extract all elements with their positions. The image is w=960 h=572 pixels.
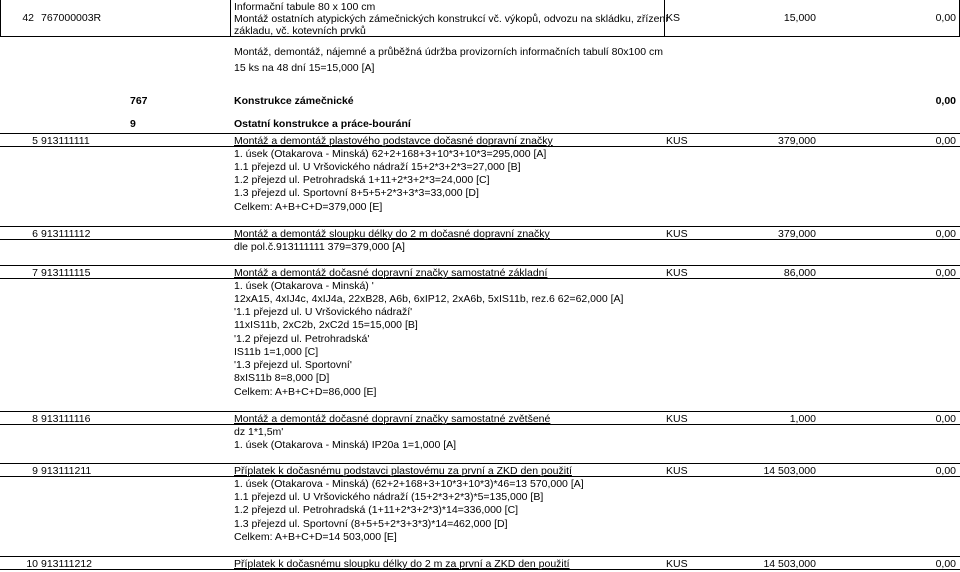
item-quantity: 379,000 — [778, 135, 816, 147]
item-code: 913111116 — [41, 413, 91, 425]
item-note: 1.3 přejezd ul. Sportovní 8+5+5+2*3+3*3=33,000 [D] — [234, 187, 479, 199]
item-quantity: 86,000 — [783, 267, 816, 279]
section-9 — [0, 117, 960, 131]
item-unit: KUS — [666, 267, 688, 279]
item-note: Montáž, demontáž, nájemné a průběžná údržba provizorních informačních tabulí 80x100 cm — [234, 46, 663, 58]
item-note: 1. úsek (Otakarova - Minská) ' — [234, 280, 374, 292]
item-note: Celkem: A+B+C+D=86,000 [E] — [234, 386, 377, 398]
item-note: '1.3 přejezd ul. Sportovní' — [234, 359, 352, 371]
item-note: '1.1 přejezd ul. U Vršovického nádraží' — [234, 306, 413, 318]
item-price: 0,00 — [935, 228, 956, 240]
item-note: 1. úsek (Otakarova - Minská) (62+2+168+3+10*3+10*3)*46=13 570,000 [A] — [234, 478, 584, 490]
item-note: 12xA15, 4xIJ4c, 4xIJ4a, 22xB28, A6b, 6xIP12, 2xA6b, 5xIS11b, rez.6 62=62,000 [A] — [234, 293, 624, 305]
item-number: 5 — [32, 135, 38, 147]
item-title: Montáž a demontáž sloupku délky do 2 m dočasné dopravní značky — [234, 228, 550, 240]
item-quantity: 15,000 — [783, 12, 816, 24]
item-unit: KUS — [666, 135, 688, 147]
item-unit: KS — [666, 12, 681, 24]
item-note: 1. úsek (Otakarova - Minská) IP20a 1=1,000 [A] — [234, 439, 457, 451]
item-note: 1. úsek (Otakarova - Minská) 62+2+168+3+10*3+10*3=295,000 [A] — [234, 148, 547, 160]
item-unit: KUS — [666, 413, 688, 425]
section-767 — [0, 94, 960, 108]
item-code: 913111115 — [41, 267, 91, 279]
item-price: 0,00 — [935, 558, 956, 570]
item-title-line: základu, vč. kotevních prvků — [234, 25, 366, 37]
item-quantity: 379,000 — [778, 228, 816, 240]
item-note: Celkem: A+B+C+D=379,000 [E] — [234, 201, 383, 213]
item-title-line: Informační tabule 80 x 100 cm — [234, 1, 376, 13]
item-unit: KUS — [666, 558, 688, 570]
section-code: 767 — [130, 95, 148, 107]
item-number: 7 — [32, 267, 38, 279]
item-number: 8 — [32, 413, 38, 425]
item-number: 42 — [22, 12, 34, 24]
item-note: 8xIS11b 8=8,000 [D] — [234, 372, 330, 384]
item-note: 11xIS11b, 2xC2b, 2xC2d 15=15,000 [B] — [234, 319, 418, 331]
item-number: 10 — [26, 558, 38, 570]
item-code: 913111211 — [41, 465, 92, 477]
item-note: 15 ks na 48 dní 15=15,000 [A] — [234, 62, 375, 74]
section-title: Ostatní konstrukce a práce-bourání — [234, 118, 411, 130]
item-note: Celkem: A+B+C+D=14 503,000 [E] — [234, 531, 397, 543]
item-title-line: Montáž ostatních atypických zámečnických konstrukcí vč. výkopů, odvozu na skládku, zřízení — [234, 13, 669, 25]
section-price: 0,00 — [935, 95, 956, 107]
item-unit: KUS — [666, 465, 688, 477]
item-quantity: 1,000 — [789, 413, 816, 425]
item-note: 1.1 přejezd ul. U Vršovického nádraží (15+2*3+2*3)*5=135,000 [B] — [234, 491, 544, 503]
item-code: 913111111 — [41, 135, 90, 147]
item-code: 767000003R — [41, 12, 102, 24]
item-title: Příplatek k dočasnému sloupku délky do 2 m za první a ZKD den použití — [234, 558, 570, 570]
item-price: 0,00 — [935, 267, 956, 279]
item-quantity: 14 503,000 — [763, 465, 816, 477]
item-title: Příplatek k dočasnému podstavci plastovému za první a ZKD den použití — [234, 465, 572, 477]
item-unit: KUS — [666, 228, 688, 240]
item-note: 1.1 přejezd ul. U Vršovického nádraží 15+2*3+2*3=27,000 [B] — [234, 161, 521, 173]
item-quantity: 14 503,000 — [763, 558, 816, 570]
item-number: 9 — [32, 465, 38, 477]
item-note: 1.2 přejezd ul. Petrohradská (1+11+2*3+2*3)*14=336,000 [C] — [234, 504, 519, 516]
item-price: 0,00 — [935, 465, 956, 477]
item-code: 913111212 — [41, 558, 92, 570]
item-note: 1.3 přejezd ul. Sportovní (8+5+5+2*3+3*3)*14=462,000 [D] — [234, 518, 508, 530]
item-price: 0,00 — [935, 135, 956, 147]
item-note: 1.2 přejezd ul. Petrohradská 1+11+2*3+2*3=24,000 [C] — [234, 174, 490, 186]
item-title: Montáž a demontáž dočasné dopravní značky samostatné zvětšené — [234, 413, 551, 425]
item-title: Montáž a demontáž dočasné dopravní značky samostatné základní — [234, 267, 548, 279]
item-price: 0,00 — [935, 413, 956, 425]
section-code: 9 — [130, 118, 136, 130]
item-number: 6 — [32, 228, 38, 240]
item-note: dle pol.č.913111111 379=379,000 [A] — [234, 241, 405, 253]
item-note: dz 1*1,5m' — [234, 426, 284, 438]
item-note: IS11b 1=1,000 [C] — [234, 346, 319, 358]
item-note: '1.2 přejezd ul. Petrohradská' — [234, 333, 370, 345]
item-code: 913111112 — [41, 228, 91, 240]
item-price: 0,00 — [935, 12, 956, 24]
section-title: Konstrukce zámečnické — [234, 95, 354, 107]
item-title: Montáž a demontáž plastového podstavce dočasné dopravní značky — [234, 135, 553, 147]
